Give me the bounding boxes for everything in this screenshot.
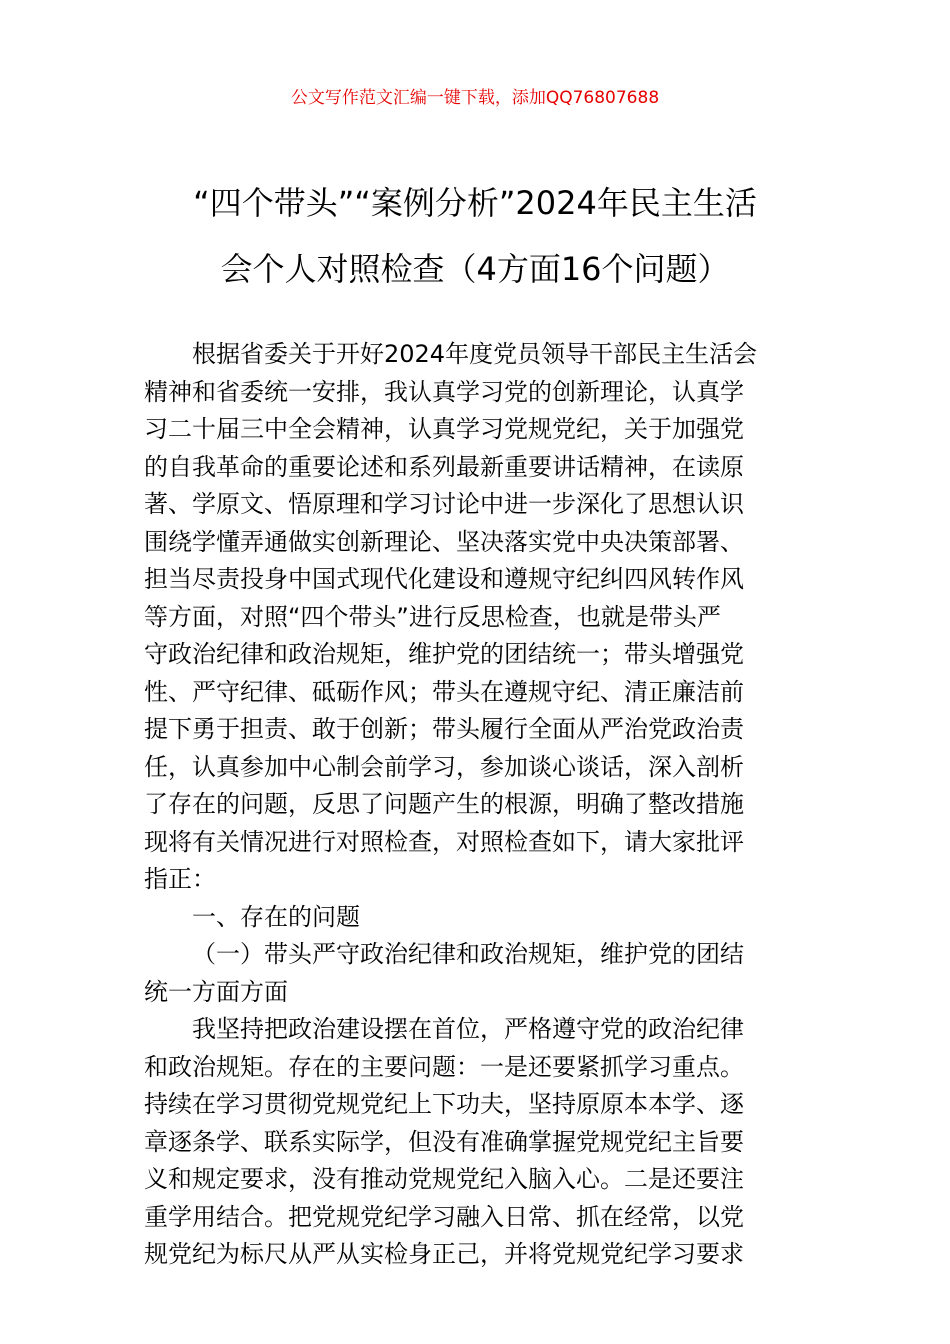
text-line: 持续在学习贯彻党规党纪上下功夫，坚持原原本本学、逐 [144, 1090, 744, 1118]
text-line: 统一方面方面 [144, 977, 288, 1006]
text-line: 围绕学懂弄通做实创新理论、坚决落实党中央决策部署、 [144, 527, 744, 556]
title-line-1: “四个带头”“案例分析”2024年民主生活 [193, 184, 757, 222]
header-note: 公文写作范文汇编一键下载，添加QQ76807688 [290, 88, 660, 108]
text-line: 了存在的问题，反思了问题产生的根源，明确了整改措施 [144, 790, 744, 818]
text-line: 等方面，对照“四个带头”进行反思检查，也就是带头严 [144, 602, 721, 631]
text-line: 著、学原文、悟原理和学习讨论中进一步深化了思想认识 [144, 490, 744, 518]
text-line: 章逐条学、联系实际学，但没有准确掌握党规党纪主旨要 [144, 1127, 744, 1156]
text-line: 习二十届三中全会精神，认真学习党规党纪，关于加强党 [144, 415, 744, 443]
text-line: 担当尽责投身中国式现代化建设和遵规守纪纠四风转作风 [144, 565, 744, 593]
text-line: 的自我革命的重要论述和系列最新重要讲话精神，在读原 [144, 452, 744, 481]
text-line: 指正： [144, 865, 216, 893]
text-line: 提下勇于担责、敢于创新；带头履行全面从严治党政治责 [144, 715, 744, 743]
subsection-1-heading [144, 936, 806, 1011]
text-line: 我坚持把政治建设摆在首位，严格遵守党的政治纪律 [192, 1015, 744, 1043]
text-line: 规党纪为标尺从严从实检身正己，并将党规党纪学习要求 [144, 1240, 744, 1268]
text-line: 根据省委关于开好2024年度党员领导干部民主生活会 [192, 340, 758, 368]
intro-paragraph [144, 336, 806, 899]
text-line: 和政治规矩。存在的主要问题：一是还要紧抓学习重点。 [144, 1052, 744, 1081]
text-line: 现将有关情况进行对照检查，对照检查如下，请大家批评 [144, 827, 744, 856]
document-body [144, 336, 806, 1274]
section-heading-text: 一、存在的问题 [192, 902, 360, 931]
text-line: 守政治纪律和政治规矩，维护党的团结统一；带头增强党 [144, 640, 744, 668]
text-line: 性、严守纪律、砥砺作风；带头在遵规守纪、清正廉洁前 [144, 677, 744, 706]
text-line: 重学用结合。把党规党纪学习融入日常、抓在经常，以党 [144, 1202, 744, 1231]
title-line-2: 会个人对照检查（4方面16个问题） [220, 250, 730, 288]
paragraph-2 [144, 1011, 806, 1274]
text-line: 任，认真参加中心制会前学习，参加谈心谈话，深入剖析 [144, 752, 744, 781]
text-line: 精神和省委统一安排，我认真学习党的创新理论，认真学 [144, 377, 744, 406]
section-1-heading [144, 899, 806, 937]
text-line: 义和规定要求，没有推动党规党纪入脑入心。二是还要注 [144, 1165, 744, 1193]
document-title [120, 170, 830, 302]
text-line: （一）带头严守政治纪律和政治规矩，维护党的团结 [192, 940, 744, 968]
